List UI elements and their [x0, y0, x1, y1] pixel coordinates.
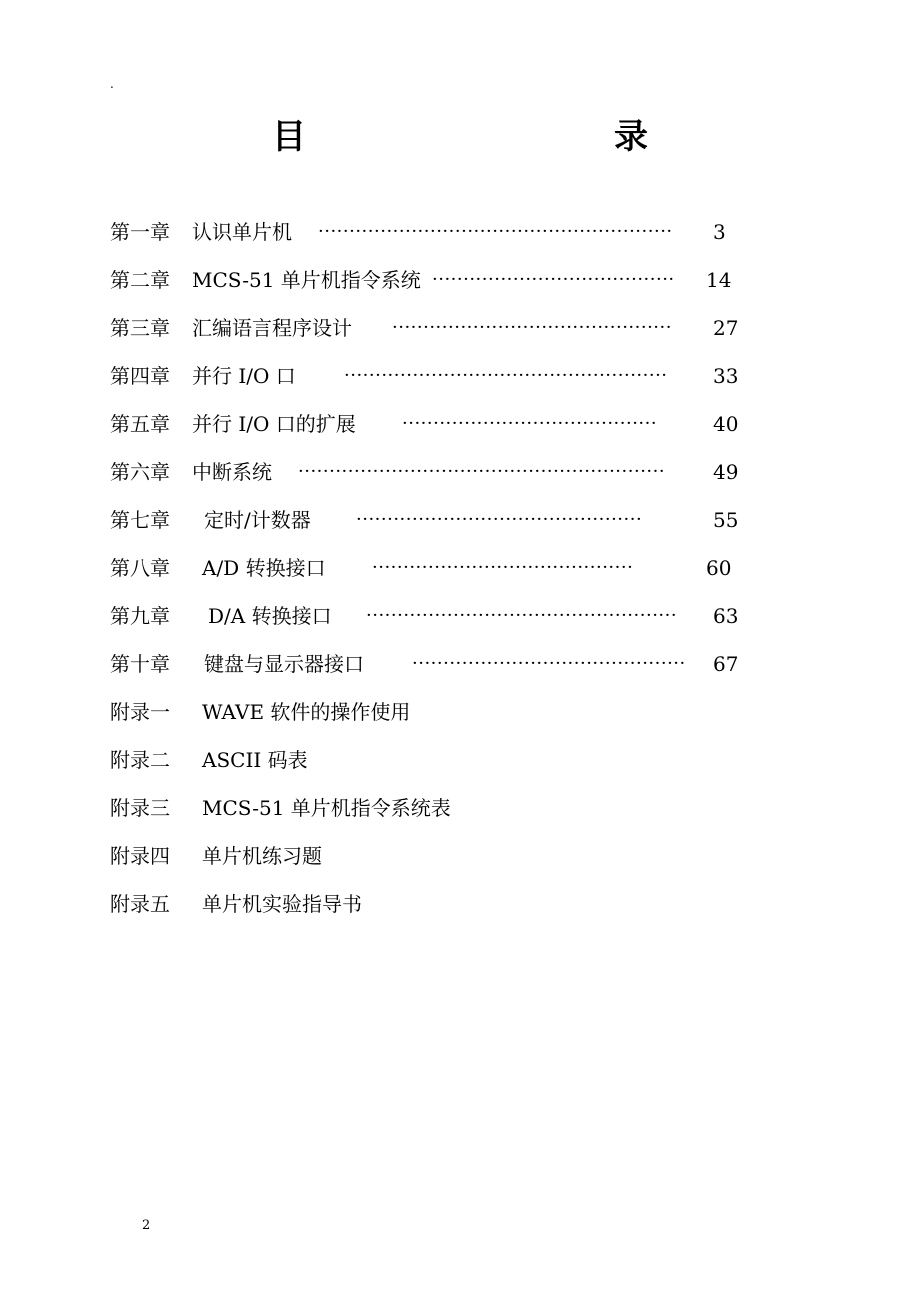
- toc-entry-chapter-3: [110, 304, 750, 352]
- toc-entry-appendix-4: [110, 832, 750, 880]
- page-number: 63: [713, 604, 739, 628]
- dot-leader: ···························································: [298, 461, 666, 482]
- top-mark: .: [110, 77, 114, 91]
- appendix-title: ASCII 码表: [202, 748, 308, 772]
- dot-leader: ············································: [412, 653, 686, 674]
- appendix-number: 附录四: [110, 844, 170, 868]
- toc-entry-appendix-3: [110, 784, 750, 832]
- chapter-number: 第九章: [110, 604, 170, 628]
- toc-entry-appendix-1: [110, 688, 750, 736]
- chapter-number: 第六章: [110, 460, 170, 484]
- page-number: 55: [713, 508, 739, 532]
- chapter-number: 第五章: [110, 412, 170, 436]
- appendix-number: 附录三: [110, 796, 170, 820]
- toc-entry-chapter-2: [110, 256, 750, 304]
- toc-entry-appendix-5: [110, 880, 750, 928]
- dot-leader: ·······································: [432, 269, 675, 290]
- chapter-number: 第八章: [110, 556, 170, 580]
- chapter-title: 汇编语言程序设计: [192, 316, 352, 340]
- chapter-number: 第二章: [110, 268, 170, 292]
- page-number: 3: [713, 220, 726, 244]
- toc-entry-chapter-1: [110, 208, 750, 256]
- chapter-title: 键盘与显示器接口: [204, 652, 364, 676]
- page-number: 14: [706, 268, 732, 292]
- appendix-title: 单片机练习题: [202, 844, 322, 868]
- toc-entry-chapter-7: [110, 496, 750, 544]
- dot-leader: ··················································: [366, 605, 678, 626]
- appendix-number: 附录二: [110, 748, 170, 772]
- dot-leader: ·········································: [402, 413, 658, 434]
- chapter-title: 中断系统: [192, 460, 272, 484]
- appendix-title: MCS-51 单片机指令系统表: [202, 796, 451, 820]
- chapter-title: 并行 I/O 口: [192, 364, 296, 388]
- chapter-title: 认识单片机: [192, 220, 292, 244]
- toc-entry-chapter-4: [110, 352, 750, 400]
- chapter-title: 并行 I/O 口的扩展: [192, 412, 356, 436]
- dot-leader: ··········································: [372, 557, 634, 578]
- chapter-title: A/D 转换接口: [202, 556, 326, 580]
- table-of-contents: [110, 208, 750, 928]
- dot-leader: ·············································: [392, 317, 672, 338]
- toc-entry-chapter-5: [110, 400, 750, 448]
- page-title: 目 录: [272, 117, 728, 157]
- chapter-title: MCS-51 单片机指令系统: [192, 268, 421, 292]
- toc-entry-chapter-10: [110, 640, 750, 688]
- toc-entry-chapter-9: [110, 592, 750, 640]
- chapter-number: 第四章: [110, 364, 170, 388]
- appendix-number: 附录五: [110, 892, 170, 916]
- page-number: 33: [713, 364, 739, 388]
- chapter-number: 第七章: [110, 508, 170, 532]
- toc-entry-chapter-6: [110, 448, 750, 496]
- dot-leader: ··············································: [356, 509, 643, 530]
- page-number: 67: [713, 652, 739, 676]
- appendix-number: 附录一: [110, 700, 170, 724]
- appendix-title: 单片机实验指导书: [202, 892, 362, 916]
- page-number: 60: [706, 556, 732, 580]
- footer-page-number: 2: [142, 1218, 151, 1233]
- toc-entry-appendix-2: [110, 736, 750, 784]
- page-number: 40: [713, 412, 739, 436]
- chapter-number: 第一章: [110, 220, 170, 244]
- dot-leader: ·························································: [318, 221, 673, 242]
- chapter-number: 第三章: [110, 316, 170, 340]
- chapter-number: 第十章: [110, 652, 170, 676]
- dot-leader: ····················································: [344, 365, 668, 386]
- page-number: 27: [713, 316, 739, 340]
- page-number: 49: [713, 460, 739, 484]
- chapter-title: D/A 转换接口: [208, 604, 332, 628]
- appendix-title: WAVE 软件的操作使用: [202, 700, 411, 724]
- toc-entry-chapter-8: [110, 544, 750, 592]
- chapter-title: 定时/计数器: [204, 508, 311, 532]
